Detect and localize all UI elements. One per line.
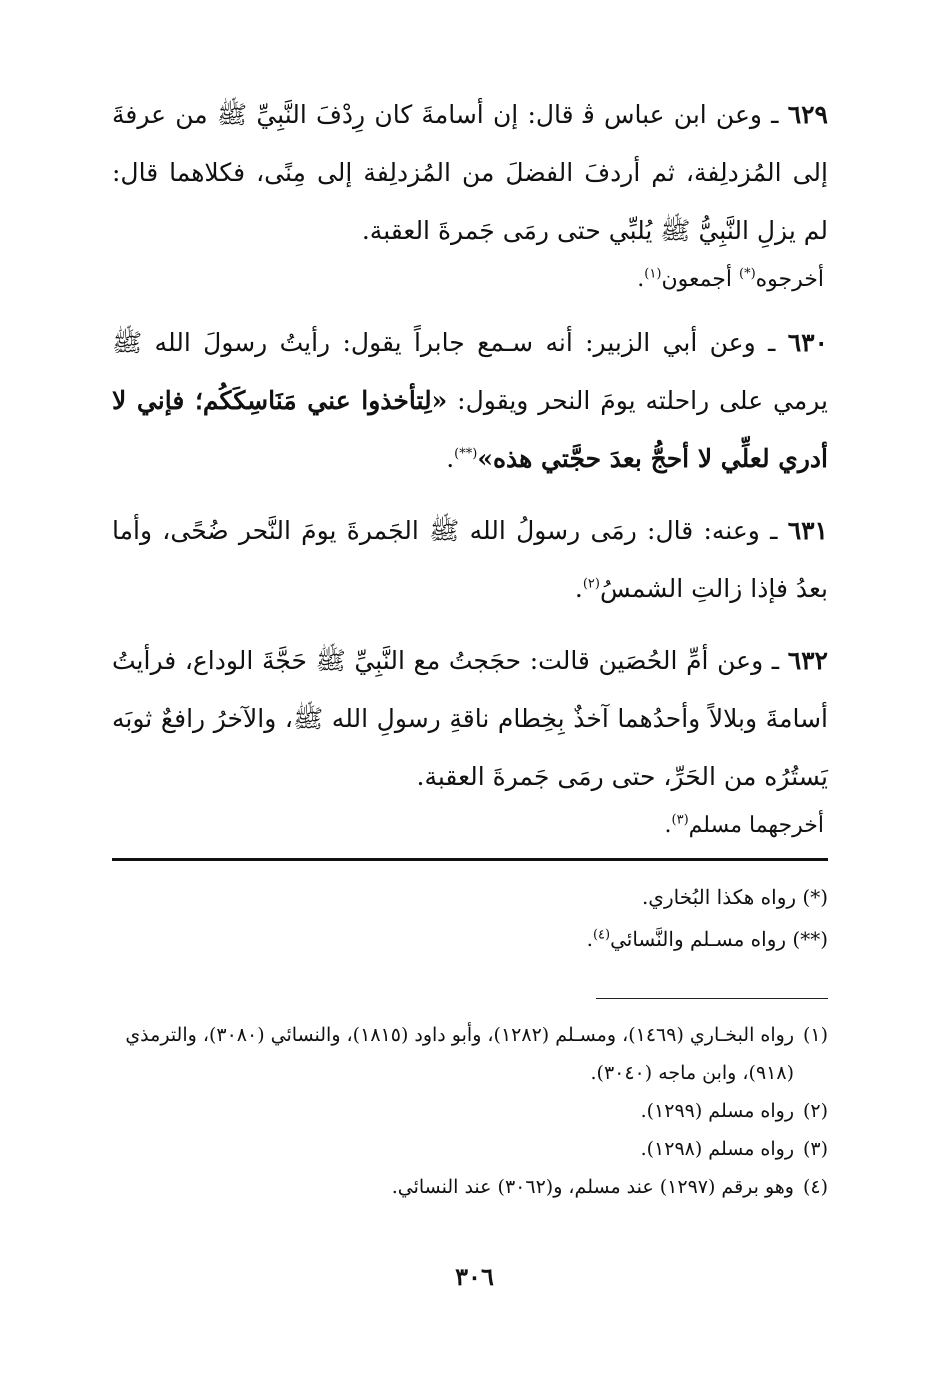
footnote-ref[interactable]: (١) xyxy=(644,266,662,282)
footnote-3 xyxy=(112,1130,828,1168)
star-note-end: . xyxy=(586,927,593,951)
star-note-2 xyxy=(112,918,828,960)
takhrij-end: . xyxy=(664,813,672,838)
hadith-629 xyxy=(112,86,828,260)
hadith-632 xyxy=(112,632,828,806)
main-text xyxy=(112,86,828,860)
hadith-number: ٦٢٩ xyxy=(787,100,828,129)
hadith-number: ٦٣١ xyxy=(787,516,828,545)
footnote-1 xyxy=(112,1016,828,1092)
takhrij-text: أخرجوه xyxy=(755,267,824,292)
footnote-4 xyxy=(112,1168,828,1206)
footnote-text: رواه البخـاري (١٤٦٩)، ومسـلم (١٢٨٢)، وأبو داود (١٨١٥)، والنسائي (٣٠٨٠)، والترمذي (٩١٨)، وابن ماجه (٣٠٤٠). xyxy=(125,1024,794,1084)
star-mark[interactable]: (*) xyxy=(739,266,756,282)
takhrij-632 xyxy=(112,806,828,846)
paragraph-gap xyxy=(112,488,828,502)
footnote-number: (٣) xyxy=(802,1138,828,1160)
takhrij-text: أخرجهما مسلم xyxy=(688,813,824,838)
hadith-end: . xyxy=(446,444,455,473)
footnote-ref[interactable]: (٢) xyxy=(582,576,600,592)
footnote-ref[interactable]: (٣) xyxy=(671,812,689,828)
hadith-630 xyxy=(112,314,828,488)
star-note-1 xyxy=(112,876,828,918)
hadith-text: ـ وعن ابن عباس ﭬ قال: إن أسامةَ كان رِدْفَ النَّبِيِّ ﷺ من عرفةَ إلى المُزدلِفة، ثم أردفَ الفضلَ من المُزدلِفة إلى مِنًى، فكلاهما قال: لم يزلِ النَّبِيُّ ﷺ يُلبِّي حتى رمَى جَمرةَ العقبة. xyxy=(112,100,828,245)
takhrij-629 xyxy=(112,260,828,300)
star-mark[interactable]: (**) xyxy=(454,446,478,462)
star-notes xyxy=(112,876,828,960)
footnote-text: وهو برقم (١٢٩٧) عند مسلم، و(٣٠٦٢) عند النسائي. xyxy=(391,1176,794,1198)
footnote-short-separator xyxy=(596,998,828,999)
hadith-631 xyxy=(112,502,828,618)
paragraph-gap xyxy=(112,618,828,632)
star-note-text: رواه هكذا البُخاري. xyxy=(641,885,803,909)
footnote-text: رواه مسلم (١٢٩٩). xyxy=(640,1100,794,1122)
footnote-ref[interactable]: (٤) xyxy=(592,927,611,943)
footnote-number: (٢) xyxy=(802,1100,828,1122)
footnote-number: (١) xyxy=(802,1024,828,1046)
star-note-mark: (*) xyxy=(802,885,828,909)
footnote-separator xyxy=(112,858,828,861)
hadith-text: ـ وعن أبي الزبير: أنه سـمع جابراً يقول: رأيتُ رسولَ الله ﷺ يرمي على راحلته يومَ النحر ويقول: xyxy=(112,328,828,415)
footnotes xyxy=(112,1016,828,1206)
hadith-number: ٦٣٠ xyxy=(787,328,828,357)
hadith-number: ٦٣٢ xyxy=(787,646,828,675)
footnote-text: رواه مسلم (١٢٩٨). xyxy=(640,1138,794,1160)
hadith-text: ـ وعنه: قال: رمَى رسولُ الله ﷺ الجَمرةَ يومَ النَّحر ضُحًى، وأما بعدُ فإذا زالتِ الشمسُ xyxy=(112,516,828,603)
takhrij-text-rest: أجمعون xyxy=(661,267,739,292)
footnote-2 xyxy=(112,1092,828,1130)
page-number: ٣٠٦ xyxy=(455,1262,494,1291)
prophetic-quote: «لِتأخذوا عني مَنَاسِكَكُم؛ فإني لا أدري لعلِّي لا أحجُّ بعدَ حجَّتي هذه» xyxy=(112,386,828,473)
star-note-mark: (**) xyxy=(792,927,828,951)
hadith-text: ـ وعن أمِّ الحُصَين قالت: حجَجتُ مع النَّبِيِّ ﷺ حَجَّةَ الوداع، فرأيتُ أسامةَ وبلالاً وأحدُهما آخذٌ بِخِطام ناقةِ رسولِ الله ﷺ، والآخرُ رافعٌ ثوبَه يَستُرُه من الحَرِّ، حتى رمَى جَمرةَ العقبة. xyxy=(112,646,828,791)
hadith-end: . xyxy=(574,574,583,603)
footnote-number: (٤) xyxy=(802,1176,828,1198)
star-note-text: رواه مسـلم والنَّسائي xyxy=(610,927,793,951)
takhrij-end: . xyxy=(637,267,645,292)
